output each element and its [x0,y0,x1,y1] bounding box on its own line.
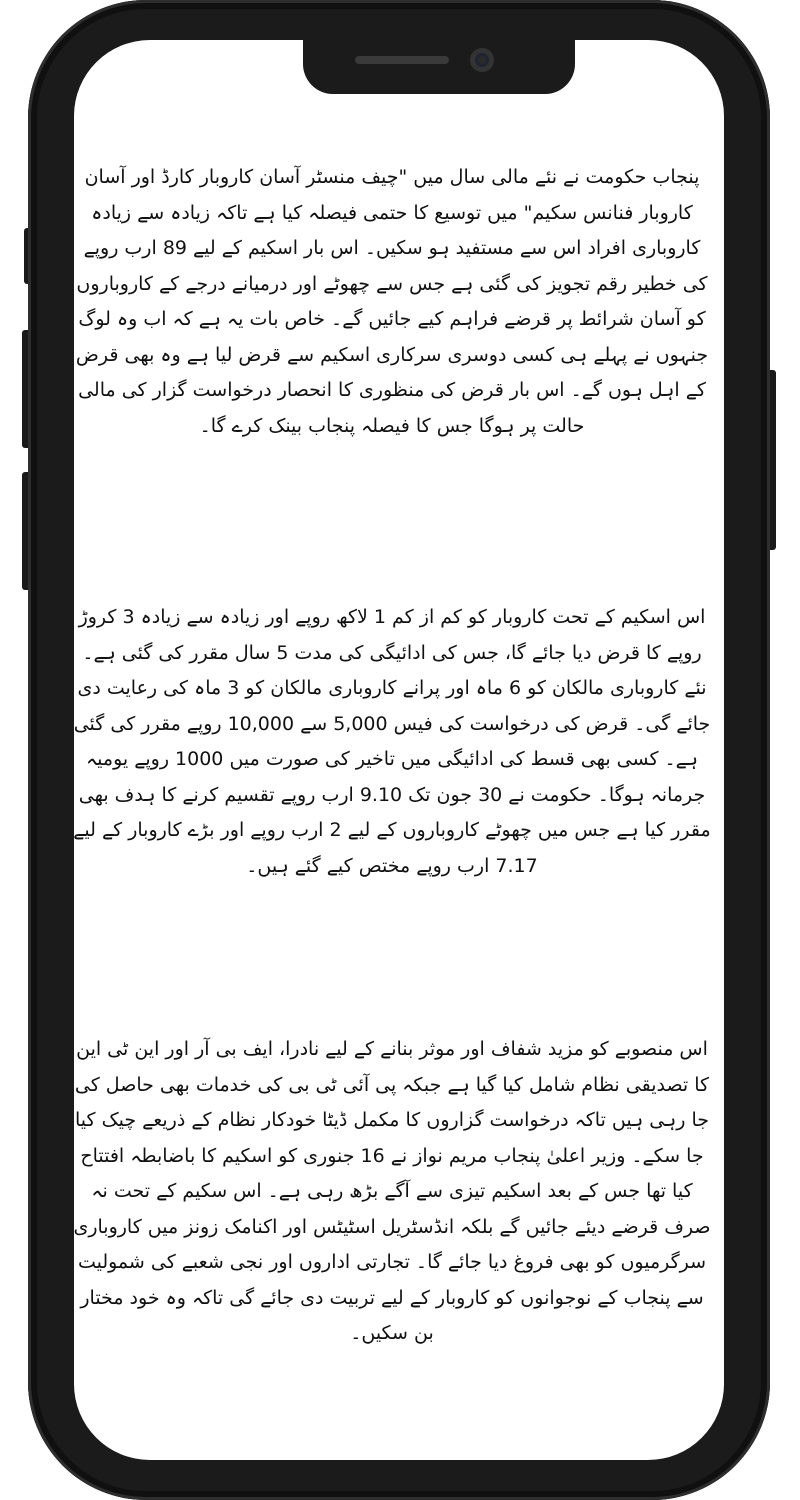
article-paragraph-2: اس اسکیم کے تحت کاروبار کو کم از کم 1 لاکھ روپے اور زیادہ سے زیادہ 3 کروڑ روپے کا قرض دیا جائے گا، جس کی ادائیگی کی مدت 5 سال مقرر کی گئی ہے۔ نئے کاروباری مالکان کو 6 ماہ اور پرانے کاروباری مالکان کو 3 ماہ کی رعایت دی جائے گی۔ قرض کی درخواست کی فیس 5,000 سے 10,000 روپے مقرر کی گئی ہے۔ کسی بھی قسط کی ادائیگی میں تاخیر کی صورت میں 1000 روپے یومیہ جرمانہ ہوگا۔ حکومت نے 30 جون تک 9.10 ارب روپے تقسیم کرنے کا ہدف بھی مقرر کیا ہے جس میں چھوٹے کاروباروں کے لیے 2 ارب روپے اور بڑے کاروبار کے لیے 7.17 ارب روپے مختص کیے گئے ہیں۔ [73,606,711,877]
front-camera-icon [470,48,494,72]
article-paragraph-1: پنجاب حکومت نے نئے مالی سال میں "چیف منسٹر آسان کاروبار کارڈ اور آسان کاروبار فنانس سکیم" میں توسیع کا حتمی فیصلہ کیا ہے تاکہ زیادہ سے زیادہ کاروباری افراد اس سے مستفید ہو سکیں۔ اس بار اسکیم کے لیے 89 ارب روپے کی خطیر رقم تجویز کی گئی ہے جس سے چھوٹے اور درمیانے درجے کے کاروباروں کو آسان شرائط پر قرضے فراہم کیے جائیں گے۔ خاص بات یہ ہے کہ اب وہ لوگ جنہوں نے پہلے ہی کسی دوسری سرکاری اسکیم سے قرض لیا ہے وہ بھی قرض کے اہل ہوں گے۔ اس بار قرض کی منظوری کا انحصار درخواست گزار کی مالی حالت پر ہوگا جس کا فیصلہ پنجاب بینک کرے گا۔ [75,166,709,437]
earpiece-speaker [355,56,449,64]
notch [303,40,575,94]
article-body [72,160,712,1344]
article-paragraph-3: اس منصوبے کو مزید شفاف اور موثر بنانے کے لیے نادرا، ایف بی آر اور این ٹی این کا تصدیقی نظام شامل کیا گیا ہے جبکہ پی آئی ٹی بی کی خدمات بھی حاصل کی جا رہی ہیں تاکہ درخواست گزاروں کا مکمل ڈیٹا خودکار نظام کے ذریعے چیک کیا جا سکے۔ وزیر اعلیٰ پنجاب مریم نواز نے 16 جنوری کو اسکیم کا باضابطہ افتتاح کیا تھا جس کے بعد اسکیم تیزی سے آگے بڑھ رہی ہے۔ اس سکیم کے تحت نہ صرف قرضے دیئے جائیں گے بلکہ انڈسٹریل اسٹیٹس اور اکنامک زونز میں کاروباری سرگرمیوں کو بھی فروغ دیا جائے گا۔ تجارتی اداروں اور نجی شعبے کی شمولیت سے پنجاب کے نوجوانوں کو کاروبار کے لیے تربیت دی جائے گی تاکہ وہ خود مختار بن سکیں۔ [73,1038,711,1344]
